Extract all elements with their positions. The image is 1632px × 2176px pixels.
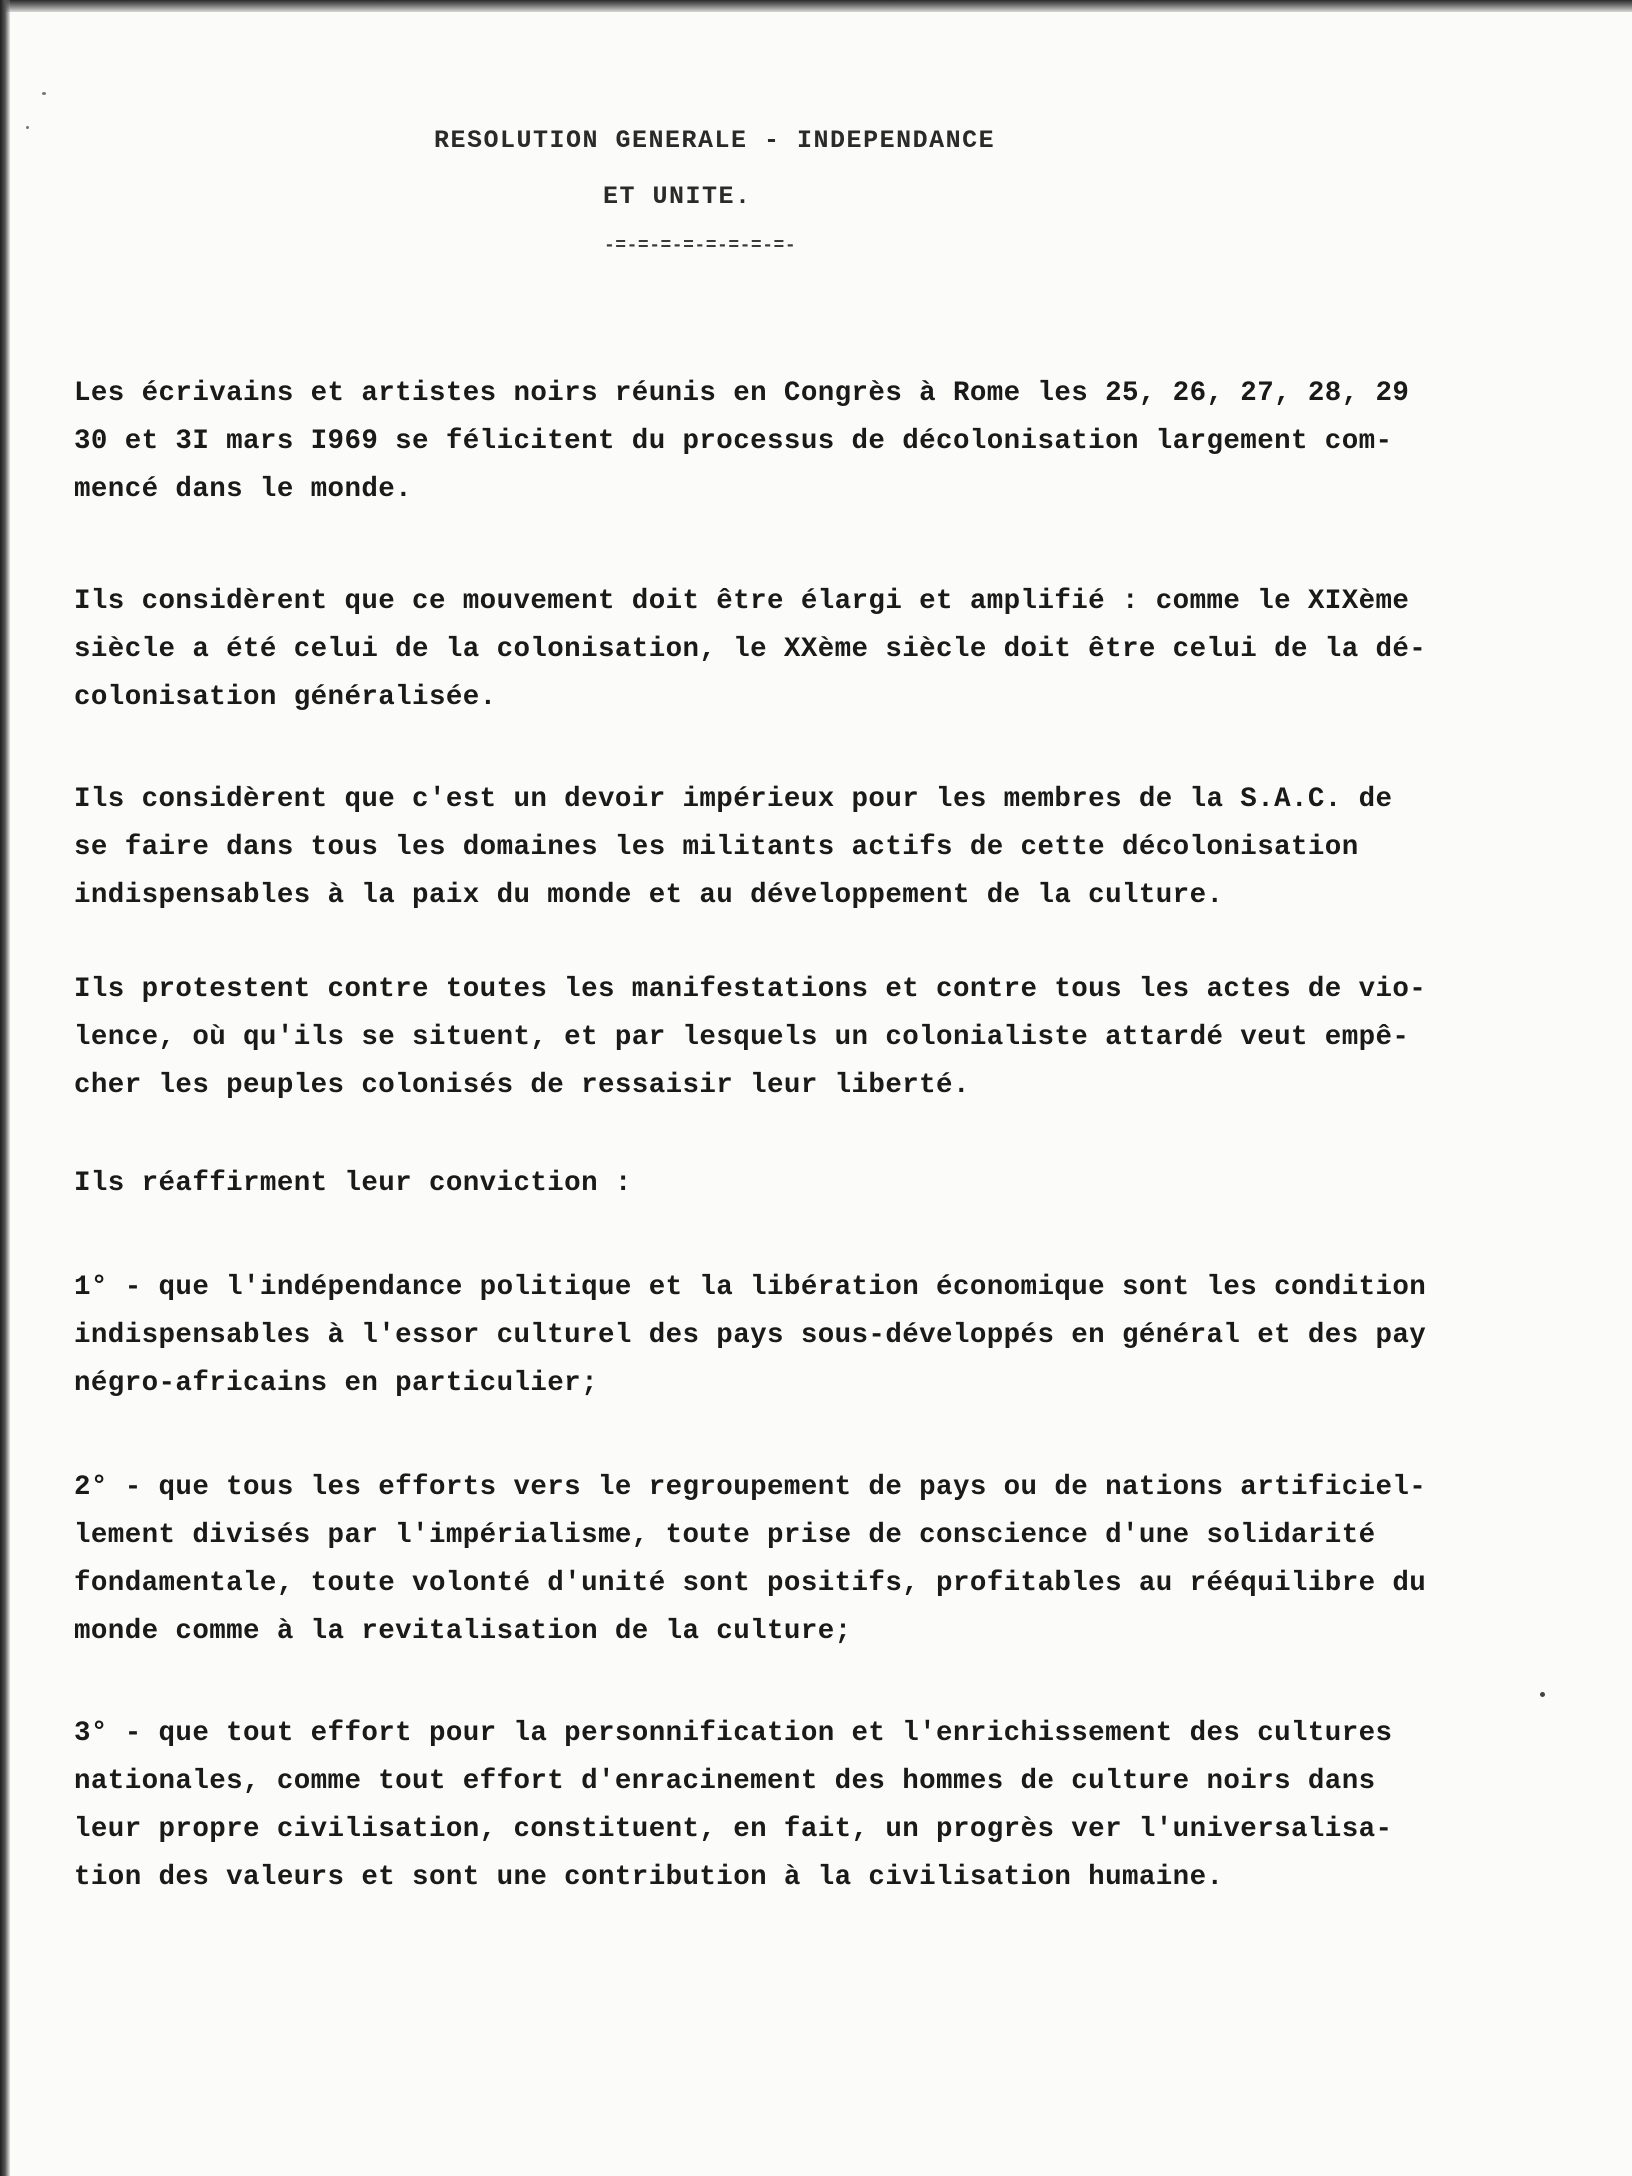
scan-edge-left [0, 0, 10, 2176]
paragraph-protest [74, 966, 1544, 1110]
point-2-regrouping [74, 1464, 1544, 1656]
text-line: mencé dans le monde. [74, 474, 413, 505]
text-line: cher les peuples colonisés de ressaisir leur liberté. [74, 1070, 970, 1101]
text-line: Ils réaffirment leur conviction : [74, 1168, 632, 1199]
scan-speck [1540, 1692, 1545, 1697]
paragraph-sac-duty [74, 776, 1544, 920]
document-title-continued: ET UNITE. [603, 182, 752, 211]
text-line: négro-africains en particulier; [74, 1368, 598, 1399]
text-line: Ils considèrent que ce mouvement doit être élargi et amplifié : comme le XIXème [74, 586, 1410, 617]
document-title: RESOLUTION GENERALE - INDEPENDANCE [434, 126, 996, 155]
paragraph-decolonisation-movement [74, 578, 1544, 722]
text-line: Les écrivains et artistes noirs réunis en Congrès à Rome les 25, 26, 27, 28, 29 [74, 378, 1410, 409]
text-line: nationales, comme tout effort d'enracinement des hommes de culture noirs dans [74, 1766, 1376, 1797]
text-line: 2° - que tous les efforts vers le regroupement de pays ou de nations artificiel- [74, 1472, 1427, 1503]
point-1-independence [74, 1264, 1544, 1408]
text-line: 30 et 3I mars I969 se félicitent du processus de décolonisation largement com- [74, 426, 1393, 457]
text-line: fondamentale, toute volonté d'unité sont positifs, profitables au rééquilibre du [74, 1568, 1427, 1599]
scan-speck [26, 126, 29, 129]
text-line: 1° - que l'indépendance politique et la libération économique sont les condition [74, 1272, 1427, 1303]
paragraph-conviction-heading [74, 1160, 1544, 1208]
text-line: lence, où qu'ils se situent, et par lesquels un colonialiste attardé veut empê- [74, 1022, 1410, 1053]
scan-speck [42, 92, 46, 95]
point-3-national-cultures [74, 1710, 1544, 1902]
text-line: indispensables à la paix du monde et au développement de la culture. [74, 880, 1224, 911]
scan-edge-top [0, 0, 1632, 12]
text-line: indispensables à l'essor culturel des pays sous-développés en général et des pay [74, 1320, 1427, 1351]
text-line: se faire dans tous les domaines les militants actifs de cette décolonisation [74, 832, 1359, 863]
text-line: siècle a été celui de la colonisation, le XXème siècle doit être celui de la dé- [74, 634, 1427, 665]
text-line: leur propre civilisation, constituent, en fait, un progrès ver l'universalisa- [74, 1814, 1393, 1845]
text-line: 3° - que tout effort pour la personnification et l'enrichissement des cultures [74, 1718, 1393, 1749]
paragraph-congress-intro [74, 370, 1544, 514]
title-separator: -=-=-=-=-=-=-=-=- [604, 236, 797, 256]
text-line: Ils considèrent que c'est un devoir impérieux pour les membres de la S.A.C. de [74, 784, 1393, 815]
text-line: lement divisés par l'impérialisme, toute prise de conscience d'une solidarité [74, 1520, 1376, 1551]
text-line: monde comme à la revitalisation de la culture; [74, 1616, 852, 1647]
text-line: Ils protestent contre toutes les manifestations et contre tous les actes de vio- [74, 974, 1427, 1005]
text-line: tion des valeurs et sont une contribution à la civilisation humaine. [74, 1862, 1224, 1893]
text-line: colonisation généralisée. [74, 682, 497, 713]
